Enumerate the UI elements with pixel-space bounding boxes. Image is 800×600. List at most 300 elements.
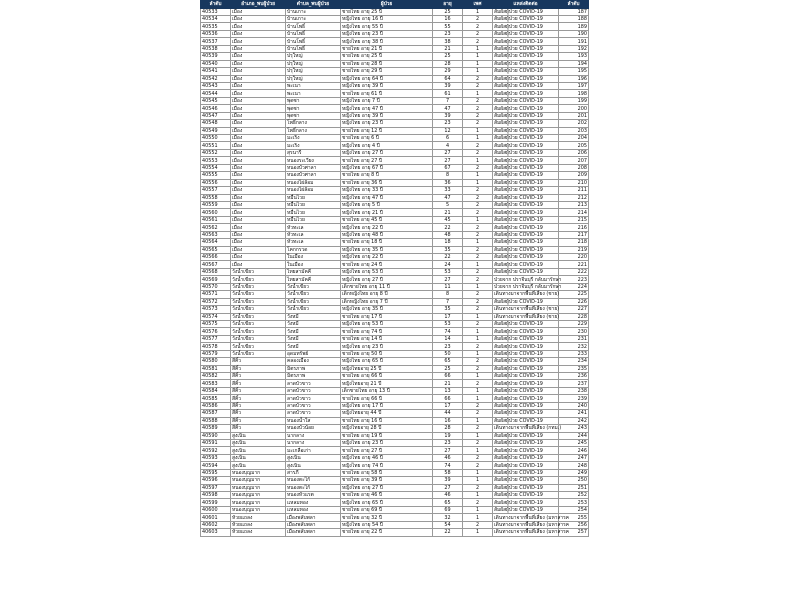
cell-age[interactable]: 45 bbox=[433, 216, 463, 223]
cell-age[interactable]: 23 bbox=[433, 30, 463, 37]
cell-subdistrict[interactable]: พุดซา bbox=[286, 97, 341, 104]
cell-district[interactable]: วังน้ำเขียว bbox=[231, 320, 286, 327]
cell-age[interactable]: 33 bbox=[433, 187, 463, 194]
cell-sex[interactable]: 1 bbox=[463, 261, 493, 268]
cell-seq[interactable]: 40585 bbox=[201, 395, 231, 402]
cell-district[interactable]: เมือง bbox=[231, 179, 286, 186]
cell-patient[interactable]: ชายไทย อายุ 21 ปี bbox=[341, 45, 433, 52]
cell-subdistrict[interactable]: ลาดบัวขาว bbox=[286, 410, 341, 417]
cell-source[interactable]: สัมผัสผู้ป่วย COVID-19 bbox=[493, 246, 559, 253]
cell-index[interactable]: 228 bbox=[559, 313, 589, 320]
cell-source[interactable]: สัมผัสผู้ป่วย COVID-19 bbox=[493, 469, 559, 476]
cell-subdistrict[interactable]: หัวทะเล bbox=[286, 231, 341, 238]
cell-source[interactable]: สัมผัสผู้ป่วย COVID-19 bbox=[493, 239, 559, 246]
cell-index[interactable]: 232 bbox=[559, 343, 589, 350]
cell-age[interactable]: 6 bbox=[433, 135, 463, 142]
cell-sex[interactable]: 2 bbox=[463, 410, 493, 417]
cell-index[interactable]: 223 bbox=[559, 276, 589, 283]
cell-district[interactable]: เมือง bbox=[231, 127, 286, 134]
cell-sex[interactable]: 1 bbox=[463, 45, 493, 52]
cell-index[interactable]: 201 bbox=[559, 112, 589, 119]
cell-sex[interactable]: 2 bbox=[463, 402, 493, 409]
cell-source[interactable]: สัมผัสผู้ป่วย COVID-19 bbox=[493, 380, 559, 387]
cell-district[interactable]: เมือง bbox=[231, 8, 286, 15]
cell-district[interactable]: วังน้ำเขียว bbox=[231, 313, 286, 320]
cell-index[interactable]: 226 bbox=[559, 298, 589, 305]
cell-district[interactable]: เมือง bbox=[231, 201, 286, 208]
cell-age[interactable]: 22 bbox=[433, 254, 463, 261]
cell-age[interactable]: 53 bbox=[433, 268, 463, 275]
cell-age[interactable]: 24 bbox=[433, 261, 463, 268]
cell-index[interactable]: 213 bbox=[559, 201, 589, 208]
cell-patient[interactable]: เด็กหญิงไทย อายุ 7 ปี bbox=[341, 298, 433, 305]
cell-age[interactable]: 28 bbox=[433, 425, 463, 432]
cell-age[interactable]: 44 bbox=[433, 410, 463, 417]
cell-district[interactable]: เมือง bbox=[231, 82, 286, 89]
cell-seq[interactable]: 40569 bbox=[201, 276, 231, 283]
cell-age[interactable]: 14 bbox=[433, 335, 463, 342]
cell-subdistrict[interactable]: ไทยสามัคคี bbox=[286, 268, 341, 275]
cell-patient[interactable]: ชายไทย อายุ 28 ปี bbox=[341, 60, 433, 67]
cell-patient[interactable]: หญิงไทย อายุ 22 ปี bbox=[341, 224, 433, 231]
cell-district[interactable]: เมือง bbox=[231, 53, 286, 60]
cell-subdistrict[interactable]: ในเมือง bbox=[286, 254, 341, 261]
cell-subdistrict[interactable]: มะเกลือเก่า bbox=[286, 447, 341, 454]
cell-index[interactable]: 188 bbox=[559, 16, 589, 23]
cell-index[interactable]: 205 bbox=[559, 142, 589, 149]
cell-district[interactable]: เมือง bbox=[231, 120, 286, 127]
cell-patient[interactable]: หญิงไทย อายุ 22 ปี bbox=[341, 254, 433, 261]
cell-sex[interactable]: 1 bbox=[463, 506, 493, 513]
cell-index[interactable]: 231 bbox=[559, 335, 589, 342]
cell-age[interactable]: 19 bbox=[433, 432, 463, 439]
cell-age[interactable]: 17 bbox=[433, 402, 463, 409]
cell-sex[interactable]: 1 bbox=[463, 469, 493, 476]
cell-subdistrict[interactable]: วังหมี bbox=[286, 320, 341, 327]
cell-patient[interactable]: ชายไทย อายุ 36 ปี bbox=[341, 179, 433, 186]
cell-district[interactable]: หนองบุญมาก bbox=[231, 492, 286, 499]
cell-sex[interactable]: 2 bbox=[463, 224, 493, 231]
cell-district[interactable]: วังน้ำเขียว bbox=[231, 343, 286, 350]
cell-district[interactable]: วังน้ำเขียว bbox=[231, 268, 286, 275]
cell-age[interactable]: 39 bbox=[433, 477, 463, 484]
cell-age[interactable]: 27 bbox=[433, 276, 463, 283]
cell-seq[interactable]: 40549 bbox=[201, 127, 231, 134]
cell-seq[interactable]: 40543 bbox=[201, 82, 231, 89]
cell-seq[interactable]: 40600 bbox=[201, 506, 231, 513]
cell-age[interactable]: 13 bbox=[433, 387, 463, 394]
cell-patient[interactable]: หญิงไทย อายุ 35 ปี bbox=[341, 306, 433, 313]
cell-sex[interactable]: 2 bbox=[463, 499, 493, 506]
cell-age[interactable]: 25 bbox=[433, 8, 463, 15]
cell-source[interactable]: สัมผัสผู้ป่วย COVID-19 bbox=[493, 157, 559, 164]
cell-seq[interactable]: 40554 bbox=[201, 164, 231, 171]
cell-seq[interactable]: 40574 bbox=[201, 313, 231, 320]
cell-age[interactable]: 47 bbox=[433, 194, 463, 201]
cell-source[interactable]: สัมผัสผู้ป่วย COVID-19 bbox=[493, 8, 559, 15]
cell-seq[interactable]: 40602 bbox=[201, 521, 231, 528]
cell-age[interactable]: 65 bbox=[433, 499, 463, 506]
cell-district[interactable]: สีคิ้ว bbox=[231, 417, 286, 424]
cell-patient[interactable]: หญิงไทย อายุ 64 ปี bbox=[341, 75, 433, 82]
cell-index[interactable]: 237 bbox=[559, 380, 589, 387]
cell-district[interactable]: วังน้ำเขียว bbox=[231, 298, 286, 305]
cell-seq[interactable]: 40578 bbox=[201, 343, 231, 350]
cell-age[interactable]: 74 bbox=[433, 462, 463, 469]
cell-patient[interactable]: ชายไทย อายุ 14 ปี bbox=[341, 335, 433, 342]
cell-sex[interactable]: 2 bbox=[463, 484, 493, 491]
cell-subdistrict[interactable]: หนองตะไก้ bbox=[286, 477, 341, 484]
cell-subdistrict[interactable]: หนองตะไก้ bbox=[286, 484, 341, 491]
cell-index[interactable]: 239 bbox=[559, 395, 589, 402]
cell-age[interactable]: 23 bbox=[433, 439, 463, 446]
cell-patient[interactable]: หญิงไทยอายุ 21 ปี bbox=[341, 380, 433, 387]
cell-sex[interactable]: 1 bbox=[463, 395, 493, 402]
cell-index[interactable]: 224 bbox=[559, 283, 589, 290]
cell-age[interactable]: 66 bbox=[433, 395, 463, 402]
cell-seq[interactable]: 40597 bbox=[201, 484, 231, 491]
cell-sex[interactable]: 1 bbox=[463, 60, 493, 67]
cell-age[interactable]: 8 bbox=[433, 172, 463, 179]
cell-seq[interactable]: 40563 bbox=[201, 231, 231, 238]
cell-seq[interactable]: 40535 bbox=[201, 23, 231, 30]
cell-index[interactable]: 193 bbox=[559, 53, 589, 60]
cell-sex[interactable]: 1 bbox=[463, 432, 493, 439]
cell-sex[interactable]: 1 bbox=[463, 529, 493, 536]
cell-sex[interactable]: 1 bbox=[463, 514, 493, 521]
cell-sex[interactable]: 2 bbox=[463, 439, 493, 446]
cell-sex[interactable]: 1 bbox=[463, 283, 493, 290]
cell-sex[interactable]: 1 bbox=[463, 335, 493, 342]
cell-subdistrict[interactable]: วังหมี bbox=[286, 313, 341, 320]
cell-sex[interactable]: 1 bbox=[463, 373, 493, 380]
cell-index[interactable]: 246 bbox=[559, 447, 589, 454]
cell-index[interactable]: 196 bbox=[559, 75, 589, 82]
cell-patient[interactable]: หญิงไทย อายุ 5 ปี bbox=[341, 201, 433, 208]
cell-district[interactable]: เมือง bbox=[231, 149, 286, 156]
cell-source[interactable]: สัมผัสผู้ป่วย COVID-19 bbox=[493, 261, 559, 268]
cell-source[interactable]: สัมผัสผู้ป่วย COVID-19 bbox=[493, 454, 559, 461]
cell-seq[interactable]: 40564 bbox=[201, 239, 231, 246]
cell-sex[interactable]: 2 bbox=[463, 462, 493, 469]
cell-seq[interactable]: 40599 bbox=[201, 499, 231, 506]
cell-seq[interactable]: 40571 bbox=[201, 291, 231, 298]
cell-index[interactable]: 217 bbox=[559, 231, 589, 238]
cell-index[interactable]: 233 bbox=[559, 350, 589, 357]
cell-age[interactable]: 4 bbox=[433, 142, 463, 149]
cell-subdistrict[interactable]: อุดมทรัพย์ bbox=[286, 350, 341, 357]
cell-age[interactable]: 69 bbox=[433, 506, 463, 513]
cell-subdistrict[interactable]: บ้านโพธิ์ bbox=[286, 23, 341, 30]
cell-sex[interactable]: 2 bbox=[463, 521, 493, 528]
cell-seq[interactable]: 40568 bbox=[201, 268, 231, 275]
cell-source[interactable]: สัมผัสผู้ป่วย COVID-19 bbox=[493, 373, 559, 380]
cell-sex[interactable]: 2 bbox=[463, 425, 493, 432]
cell-source[interactable]: สัมผัสผู้ป่วย COVID-19 bbox=[493, 499, 559, 506]
cell-district[interactable]: เมือง bbox=[231, 135, 286, 142]
cell-seq[interactable]: 40586 bbox=[201, 402, 231, 409]
cell-age[interactable]: 65 bbox=[433, 358, 463, 365]
cell-sex[interactable]: 2 bbox=[463, 23, 493, 30]
cell-seq[interactable]: 40544 bbox=[201, 90, 231, 97]
cell-age[interactable]: 21 bbox=[433, 380, 463, 387]
cell-subdistrict[interactable]: หนองบัวศาลา bbox=[286, 172, 341, 179]
cell-sex[interactable]: 2 bbox=[463, 201, 493, 208]
cell-seq[interactable]: 40537 bbox=[201, 38, 231, 45]
cell-district[interactable]: สูงเนิน bbox=[231, 439, 286, 446]
cell-index[interactable]: 191 bbox=[559, 38, 589, 45]
cell-source[interactable]: สัมผัสผู้ป่วย COVID-19 bbox=[493, 410, 559, 417]
cell-subdistrict[interactable]: หนองไผ่ล้อม bbox=[286, 187, 341, 194]
cell-district[interactable]: สีคิ้ว bbox=[231, 425, 286, 432]
cell-seq[interactable]: 40534 bbox=[201, 16, 231, 23]
cell-sex[interactable]: 2 bbox=[463, 97, 493, 104]
cell-source[interactable]: เดินทางมาจากพื้นที่เสี่ยง (มหาสารค bbox=[494, 514, 570, 521]
cell-patient[interactable]: หญิงไทย อายุ 27 ปี bbox=[341, 484, 433, 491]
cell-patient[interactable]: หญิงไทย อายุ 55 ปี bbox=[341, 23, 433, 30]
cell-district[interactable]: เมือง bbox=[231, 23, 286, 30]
cell-seq[interactable]: 40584 bbox=[201, 387, 231, 394]
cell-sex[interactable]: 2 bbox=[463, 320, 493, 327]
cell-patient[interactable]: ชายไทย อายุ 27 ปี bbox=[341, 157, 433, 164]
cell-patient[interactable]: หญิงไทยอายุ 28 ปี bbox=[341, 425, 433, 432]
cell-subdistrict[interactable]: เมืองพลับพลา bbox=[286, 529, 341, 536]
cell-district[interactable]: ห้วยแถลง bbox=[231, 514, 286, 521]
cell-seq[interactable]: 40582 bbox=[201, 373, 231, 380]
cell-seq[interactable]: 40596 bbox=[201, 477, 231, 484]
cell-seq[interactable]: 40592 bbox=[201, 447, 231, 454]
cell-source[interactable]: สัมผัสผู้ป่วย COVID-19 bbox=[493, 268, 559, 275]
cell-age[interactable]: 22 bbox=[433, 529, 463, 536]
header-sex[interactable]: เพศ bbox=[463, 1, 493, 9]
cell-subdistrict[interactable]: บ้านเกาะ bbox=[286, 8, 341, 15]
cell-source[interactable]: สัมผัสผู้ป่วย COVID-19 bbox=[493, 194, 559, 201]
cell-patient[interactable]: หญิงไทย อายุ 47 ปี bbox=[341, 194, 433, 201]
cell-source[interactable]: สัมผัสผู้ป่วย COVID-19 bbox=[493, 127, 559, 134]
cell-sex[interactable]: 1 bbox=[463, 135, 493, 142]
header-subdistrict[interactable]: ตำบล_พบผู้ป่วย bbox=[286, 1, 341, 9]
cell-seq[interactable]: 40566 bbox=[201, 254, 231, 261]
cell-index[interactable]: 198 bbox=[559, 90, 589, 97]
cell-district[interactable]: สีคิ้ว bbox=[231, 365, 286, 372]
cell-subdistrict[interactable]: ลาดบัวขาว bbox=[286, 402, 341, 409]
cell-district[interactable]: วังน้ำเขียว bbox=[231, 291, 286, 298]
cell-district[interactable]: สูงเนิน bbox=[231, 454, 286, 461]
cell-patient[interactable]: ชายไทย อายุ 66 ปี bbox=[341, 373, 433, 380]
cell-age[interactable]: 23 bbox=[433, 120, 463, 127]
cell-index[interactable]: 234 bbox=[559, 358, 589, 365]
cell-sex[interactable]: 1 bbox=[463, 90, 493, 97]
cell-index[interactable]: 215 bbox=[559, 216, 589, 223]
cell-district[interactable]: เมือง bbox=[231, 194, 286, 201]
cell-sex[interactable]: 2 bbox=[463, 454, 493, 461]
cell-patient[interactable]: ชายไทย อายุ 22 ปี bbox=[341, 529, 433, 536]
cell-age[interactable]: 50 bbox=[433, 350, 463, 357]
cell-seq[interactable]: 40542 bbox=[201, 75, 231, 82]
cell-district[interactable]: ห้วยแถลง bbox=[231, 521, 286, 528]
cell-age[interactable]: 29 bbox=[433, 68, 463, 75]
cell-index[interactable]: 230 bbox=[559, 328, 589, 335]
cell-age[interactable]: 67 bbox=[433, 164, 463, 171]
cell-subdistrict[interactable]: พะเนา bbox=[286, 90, 341, 97]
cell-subdistrict[interactable]: โคกกรวด bbox=[286, 246, 341, 253]
cell-seq[interactable]: 40601 bbox=[201, 514, 231, 521]
cell-source[interactable]: สัมผัสผู้ป่วย COVID-19 bbox=[493, 68, 559, 75]
cell-patient[interactable]: หญิงไทย อายุ 4 ปี bbox=[341, 142, 433, 149]
cell-district[interactable]: สีคิ้ว bbox=[231, 410, 286, 417]
cell-patient[interactable]: ชายไทย อายุ 12 ปี bbox=[341, 127, 433, 134]
cell-index[interactable]: 221 bbox=[559, 261, 589, 268]
cell-subdistrict[interactable]: หนองบัวศาลา bbox=[286, 164, 341, 171]
cell-patient[interactable]: หญิงไทย อายุ 27 ปี bbox=[341, 276, 433, 283]
cell-patient[interactable]: ชายไทย อายุ 29 ปี bbox=[341, 68, 433, 75]
cell-age[interactable]: 22 bbox=[433, 224, 463, 231]
cell-source[interactable]: เดินทางมาจากพื้นที่เสี่ยง (มหาสารค bbox=[494, 529, 570, 536]
cell-age[interactable]: 32 bbox=[433, 514, 463, 521]
cell-seq[interactable]: 40589 bbox=[201, 425, 231, 432]
cell-seq[interactable]: 40595 bbox=[201, 469, 231, 476]
cell-district[interactable]: วังน้ำเขียว bbox=[231, 350, 286, 357]
cell-source[interactable]: สัมผัสผู้ป่วย COVID-19 bbox=[493, 97, 559, 104]
cell-subdistrict[interactable]: นากลาง bbox=[286, 432, 341, 439]
cell-sex[interactable]: 2 bbox=[463, 209, 493, 216]
cell-subdistrict[interactable]: บ้านโพธิ์ bbox=[286, 38, 341, 45]
cell-district[interactable]: เมือง bbox=[231, 216, 286, 223]
cell-age[interactable]: 36 bbox=[433, 179, 463, 186]
cell-sex[interactable]: 1 bbox=[463, 239, 493, 246]
cell-seq[interactable]: 40545 bbox=[201, 97, 231, 104]
cell-source[interactable]: สัมผัสผู้ป่วย COVID-19 bbox=[493, 179, 559, 186]
cell-sex[interactable]: 2 bbox=[463, 187, 493, 194]
cell-district[interactable]: วังน้ำเขียว bbox=[231, 283, 286, 290]
cell-seq[interactable]: 40538 bbox=[201, 45, 231, 52]
cell-district[interactable]: เมือง bbox=[231, 142, 286, 149]
cell-source[interactable]: สัมผัสผู้ป่วย COVID-19 bbox=[493, 462, 559, 469]
cell-sex[interactable]: 2 bbox=[463, 16, 493, 23]
cell-seq[interactable]: 40552 bbox=[201, 149, 231, 156]
cell-source[interactable]: เดินทางมาจากพื้นที่เสี่ยง (ชาย) bbox=[494, 291, 560, 298]
cell-index[interactable]: 210 bbox=[559, 179, 589, 186]
cell-source[interactable]: สัมผัสผู้ป่วย COVID-19 bbox=[493, 30, 559, 37]
cell-district[interactable]: เมือง bbox=[231, 38, 286, 45]
cell-source[interactable]: สัมผัสผู้ป่วย COVID-19 bbox=[493, 417, 559, 424]
cell-index[interactable]: 252 bbox=[559, 492, 589, 499]
cell-patient[interactable]: ชายไทย อายุ 16 ปี bbox=[341, 417, 433, 424]
cell-index[interactable]: 222 bbox=[559, 268, 589, 275]
cell-sex[interactable]: 2 bbox=[463, 365, 493, 372]
cell-patient[interactable]: เด็กหญิงไทย อายุ 8 ปี bbox=[341, 291, 433, 298]
cell-age[interactable]: 47 bbox=[433, 105, 463, 112]
header-district[interactable]: อำเภอ_พบผู้ป่วย bbox=[231, 1, 286, 9]
cell-subdistrict[interactable]: หมื่นไวย bbox=[286, 216, 341, 223]
cell-patient[interactable]: หญิงไทย อายุ 54 ปี bbox=[341, 521, 433, 528]
cell-seq[interactable]: 40533 bbox=[201, 8, 231, 15]
cell-subdistrict[interactable]: วังหมี bbox=[286, 343, 341, 350]
cell-subdistrict[interactable]: วังน้ำเขียว bbox=[286, 306, 341, 313]
cell-index[interactable]: 240 bbox=[559, 402, 589, 409]
cell-index[interactable]: 197 bbox=[559, 82, 589, 89]
cell-subdistrict[interactable]: ลาดบัวขาว bbox=[286, 395, 341, 402]
cell-source[interactable]: สัมผัสผู้ป่วย COVID-19 bbox=[493, 201, 559, 208]
cell-district[interactable]: เมือง bbox=[231, 164, 286, 171]
header-source[interactable]: แหล่งติดต่อ bbox=[493, 1, 559, 9]
cell-subdistrict[interactable]: ปรุใหญ่ bbox=[286, 68, 341, 75]
cell-sex[interactable]: 1 bbox=[463, 179, 493, 186]
cell-district[interactable]: สีคิ้ว bbox=[231, 373, 286, 380]
cell-source[interactable]: สัมผัสผู้ป่วย COVID-19 bbox=[493, 231, 559, 238]
cell-age[interactable]: 21 bbox=[433, 209, 463, 216]
cell-patient[interactable]: ชายไทย อายุ 69 ปี bbox=[341, 506, 433, 513]
cell-index[interactable]: 202 bbox=[559, 120, 589, 127]
cell-age[interactable]: 55 bbox=[433, 23, 463, 30]
cell-source[interactable]: สัมผัสผู้ป่วย COVID-19 bbox=[493, 209, 559, 216]
cell-sex[interactable]: 2 bbox=[463, 75, 493, 82]
cell-district[interactable]: หนองบุญมาก bbox=[231, 506, 286, 513]
cell-age[interactable]: 35 bbox=[433, 246, 463, 253]
cell-index[interactable]: 199 bbox=[559, 97, 589, 104]
cell-seq[interactable]: 40550 bbox=[201, 135, 231, 142]
cell-index[interactable]: 250 bbox=[559, 477, 589, 484]
cell-source[interactable]: เดินทางมาจากพื้นที่เสี่ยง (ชาย) bbox=[494, 306, 560, 313]
cell-seq[interactable]: 40575 bbox=[201, 320, 231, 327]
cell-seq[interactable]: 40593 bbox=[201, 454, 231, 461]
cell-age[interactable]: 35 bbox=[433, 306, 463, 313]
cell-seq[interactable]: 40583 bbox=[201, 380, 231, 387]
cell-district[interactable]: เมือง bbox=[231, 105, 286, 112]
cell-patient[interactable]: ชายไทย อายุ 24 ปี bbox=[341, 261, 433, 268]
cell-age[interactable]: 17 bbox=[433, 313, 463, 320]
cell-seq[interactable]: 40560 bbox=[201, 209, 231, 216]
cell-index[interactable]: 247 bbox=[559, 454, 589, 461]
cell-source[interactable]: สัมผัสผู้ป่วย COVID-19 bbox=[493, 105, 559, 112]
cell-patient[interactable]: เด็กชายไทย อายุ 13 ปี bbox=[341, 387, 433, 394]
cell-patient[interactable]: ชายไทย อายุ 6 ปี bbox=[341, 135, 433, 142]
cell-subdistrict[interactable]: วังน้ำเขียว bbox=[286, 291, 341, 298]
cell-seq[interactable]: 40587 bbox=[201, 410, 231, 417]
cell-seq[interactable]: 40598 bbox=[201, 492, 231, 499]
cell-sex[interactable]: 2 bbox=[463, 120, 493, 127]
cell-patient[interactable]: หญิงไทย อายุ 46 ปี bbox=[341, 454, 433, 461]
cell-source[interactable]: สัมผัสผู้ป่วย COVID-19 bbox=[493, 492, 559, 499]
cell-subdistrict[interactable]: ลาดบัวขาว bbox=[286, 380, 341, 387]
cell-patient[interactable]: ชายไทย อายุ 8 ปี bbox=[341, 172, 433, 179]
cell-subdistrict[interactable]: แหลมทอง bbox=[286, 499, 341, 506]
cell-index[interactable]: 200 bbox=[559, 105, 589, 112]
cell-seq[interactable]: 40580 bbox=[201, 358, 231, 365]
cell-subdistrict[interactable]: พุดซา bbox=[286, 105, 341, 112]
cell-seq[interactable]: 40573 bbox=[201, 306, 231, 313]
cell-source[interactable]: สัมผัสผู้ป่วย COVID-19 bbox=[493, 142, 559, 149]
cell-seq[interactable]: 40562 bbox=[201, 224, 231, 231]
cell-sex[interactable]: 2 bbox=[463, 358, 493, 365]
cell-age[interactable]: 39 bbox=[433, 82, 463, 89]
cell-patient[interactable]: หญิงไทย อายุ 67 ปี bbox=[341, 164, 433, 171]
cell-patient[interactable]: หญิงไทย อายุ 74 ปี bbox=[341, 462, 433, 469]
cell-subdistrict[interactable]: หนองบัวน้อย bbox=[286, 425, 341, 432]
cell-district[interactable]: วังน้ำเขียว bbox=[231, 306, 286, 313]
cell-subdistrict[interactable]: พะเนา bbox=[286, 82, 341, 89]
cell-district[interactable]: เมือง bbox=[231, 16, 286, 23]
cell-seq[interactable]: 40590 bbox=[201, 432, 231, 439]
cell-seq[interactable]: 40557 bbox=[201, 187, 231, 194]
cell-source[interactable]: สัมผัสผู้ป่วย COVID-19 bbox=[493, 16, 559, 23]
cell-district[interactable]: เมือง bbox=[231, 60, 286, 67]
cell-patient[interactable]: ชายไทย อายุ 18 ปี bbox=[341, 239, 433, 246]
cell-district[interactable]: สีคิ้ว bbox=[231, 387, 286, 394]
cell-subdistrict[interactable]: หัวทะเล bbox=[286, 224, 341, 231]
cell-index[interactable]: 229 bbox=[559, 320, 589, 327]
cell-age[interactable]: 38 bbox=[433, 38, 463, 45]
